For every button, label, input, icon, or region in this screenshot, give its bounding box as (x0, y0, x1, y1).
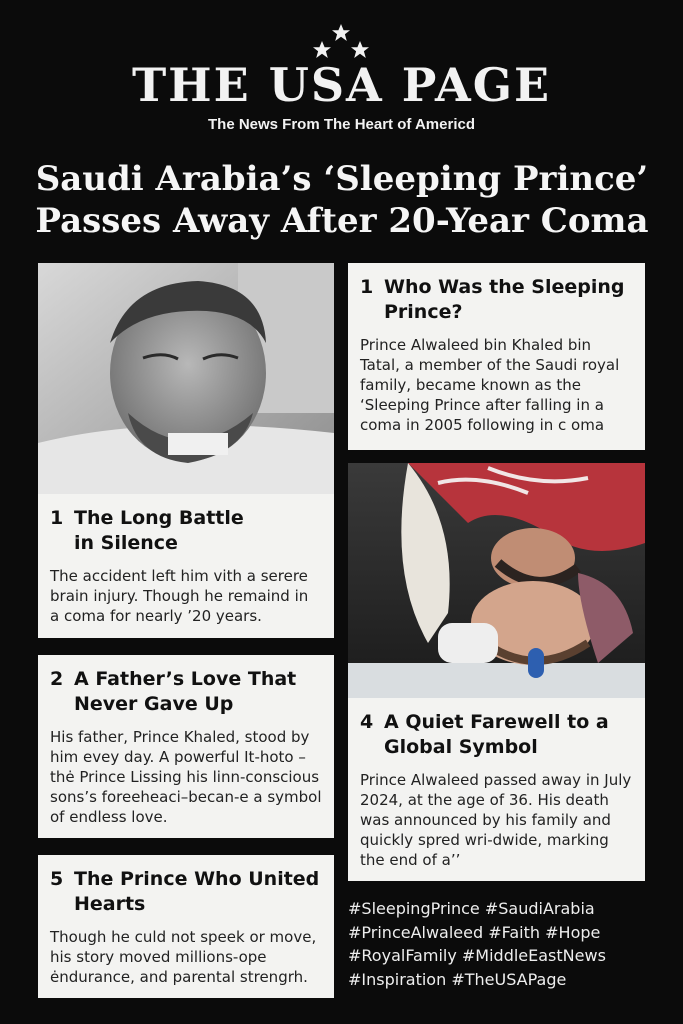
section-title-line-1: The Long Battle (74, 507, 244, 529)
hashtags (348, 897, 668, 991)
section-title-line-1: Who Was the Sleeping (384, 276, 625, 298)
section-united-hearts (38, 855, 334, 998)
section-title-line-2: Global Symbol (384, 736, 538, 758)
section-body: Prince Alwaleed bin Khaled bin Tatal, a member of the Saudi royal family, became known as the ‘Sleeping Prince after falling in a coma in 2005 following in c oma (360, 336, 620, 434)
masthead-stars (0, 24, 683, 60)
section-title-line-1: A Quiet Farewell to a (384, 711, 609, 733)
section-body: Though he culd not speek or move, his story moved millions-ope ėndurance, and parental strengrh. (50, 928, 317, 986)
section-body: Prince Alwaleed passed away in July 2024, at the age of 36. His death was announced by his family and quickly spred wri-dwide, marking the end of a’’ (360, 771, 632, 869)
photo-father-kissing-forehead (348, 463, 645, 698)
section-title (360, 710, 633, 760)
section-number: 2 (50, 668, 64, 690)
section-title (360, 275, 633, 325)
masthead-title: THE USA PAGE (131, 58, 552, 112)
section-number: 1 (360, 276, 374, 298)
section-number: 1 (50, 507, 64, 529)
section-who-was-the-sleeping-prince (348, 263, 645, 450)
photo-prince-in-bed (38, 263, 334, 494)
hashtag-line: #Inspiration #TheUSAPage (348, 969, 567, 989)
section-body: The accident left him vith a serere brain injury. Though he remaind in a coma for nearly ’20 years. (50, 567, 309, 625)
section-title-line-2: Prince? (384, 301, 463, 323)
section-long-battle (38, 494, 334, 638)
section-title-line-2: Never Gave Up (74, 693, 234, 715)
section-number: 4 (360, 711, 374, 733)
hashtag-line: #SleepingPrince #SaudiArabia (348, 899, 595, 918)
masthead-tagline: The News From The Heart of Americd (208, 116, 475, 133)
section-title-line-2: Hearts (74, 893, 146, 915)
section-number: 5 (50, 868, 64, 890)
headline (22, 158, 662, 242)
star-icon (332, 24, 350, 41)
section-title (50, 667, 322, 717)
section-title-line-1: The Prince Who United (74, 868, 320, 890)
section-quiet-farewell (348, 698, 645, 881)
section-title-line-1: A Father’s Love That (74, 668, 297, 690)
section-title (50, 867, 322, 917)
hashtag-line: #PrinceAlwaleed #Faith #Hope (348, 922, 601, 942)
section-title (50, 506, 322, 556)
hashtag-line: #RoyalFamily #MiddleEastNews (348, 946, 606, 965)
section-body: His father, Prince Khaled, stood by him evey day. A powerful It-hoto – thė Prince Lissing his linn-conscious sons’s foreeheaci–becan-e a symbol of endless love. (50, 728, 322, 826)
section-fathers-love (38, 655, 334, 838)
headline-line-1: Saudi Arabia’s ‘Sleeping Prince’ (35, 159, 649, 199)
section-title-line-2: in Silence (74, 532, 178, 554)
headline-line-2: Passes Away After 20-Year Coma (35, 201, 649, 241)
